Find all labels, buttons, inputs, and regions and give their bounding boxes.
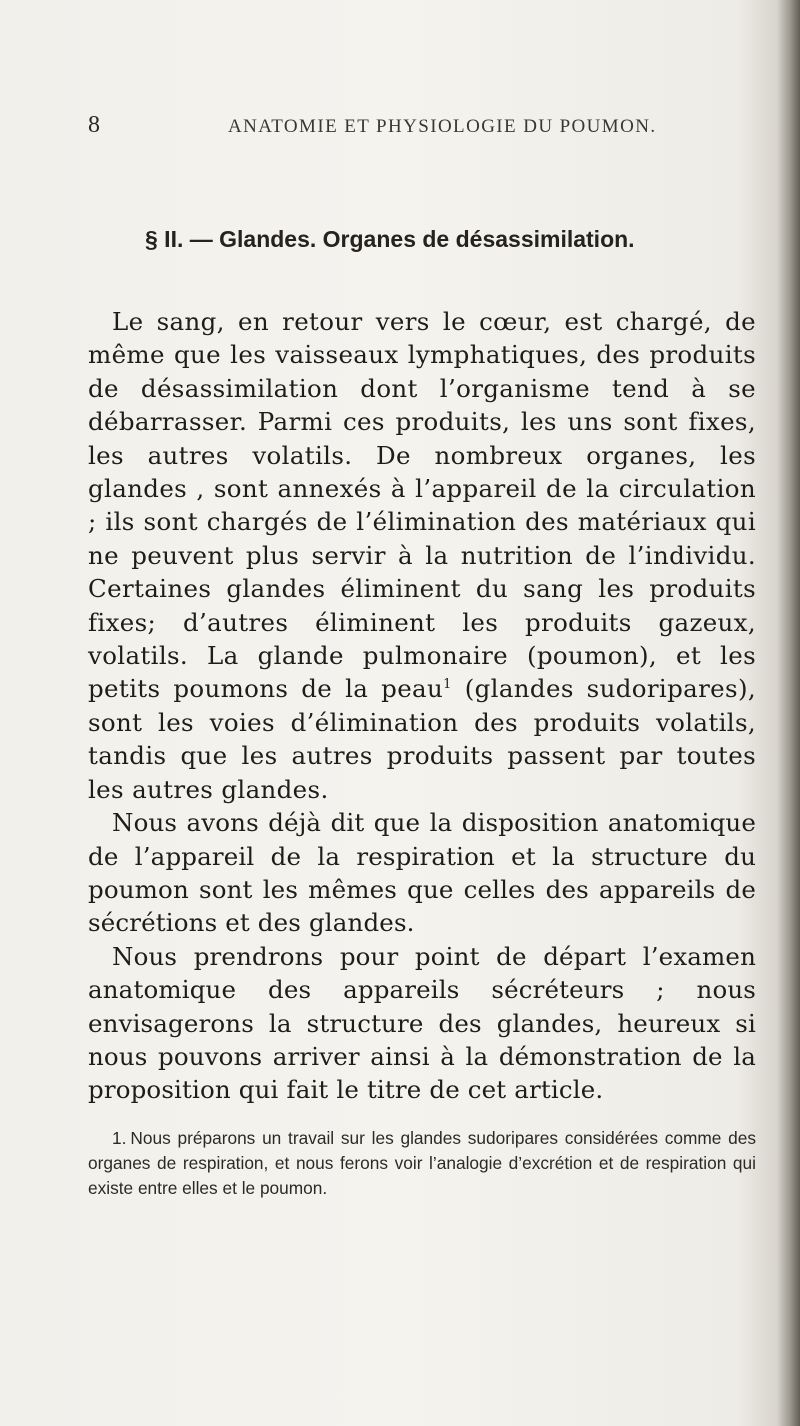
footnote-reference[interactable]: 1 (443, 677, 452, 693)
running-head (88, 112, 728, 142)
body-text (88, 305, 756, 1107)
paragraph-1 (88, 305, 756, 806)
paragraph-1-text-b: (glandes sudoripares), sont les voies d’élimination des produits volatils, tandis que les autres produits passent par toutes les autres glandes. (88, 674, 756, 804)
page-edge-shadow (778, 0, 800, 1426)
page-number: 8 (88, 112, 100, 138)
footnote-text: Nous préparons un travail sur les glandes sudoripares considérées comme des organes de respiration, et nous ferons voir l’analogie d’excrétion et de respiration qui existe entre elles et le poumon. (88, 1128, 756, 1198)
paragraph-3 (88, 940, 756, 1107)
section-title: § II. — Glandes. Organes de désassimilation. (145, 226, 635, 252)
paragraph-3-text: Nous prendrons pour point de départ l’examen anatomique des appareils sécréteurs ; nous envisagerons la structure des glandes, heureux si nous pouvons arriver ainsi à la démonstration de la proposition qui fait le titre de cet article. (88, 941, 756, 1105)
paragraph-1-text-a: Le sang, en retour vers le cœur, est chargé, de même que les vaisseaux lymphatiques, des produits de désassimilation dont l’organisme tend à se débarrasser. Parmi ces produits, les uns sont fixes, les autres volatils. De nombreux organes, les glandes , sont annexés à l’appareil de la circulation ; ils sont chargés de l’élimination des matériaux qui ne peuvent plus servir à la nutrition de l’individu. Certaines glandes éliminent du sang les produits fixes; d’autres éliminent les produits gazeux, volatils. La glande pulmonaire (poumon), et les petits poumons de la peau (88, 307, 756, 704)
paragraph-2-text: Nous avons déjà dit que la disposition anatomique de l’appareil de la respiration et la structure du poumon sont les mêmes que celles des appareils de sécrétions et des glandes. (88, 808, 756, 938)
running-title: ANATOMIE ET PHYSIOLOGIE DU POUMON. (228, 116, 657, 137)
footnote (88, 1126, 756, 1201)
footnote-number: 1. (112, 1128, 127, 1148)
paragraph-2 (88, 806, 756, 940)
